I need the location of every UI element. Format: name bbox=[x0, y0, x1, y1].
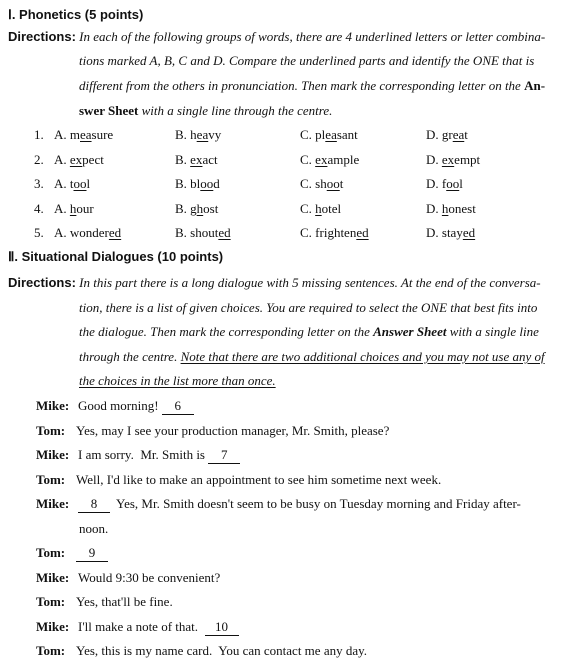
underlined-letters: ed bbox=[218, 225, 231, 240]
speaker-name: Tom: bbox=[36, 594, 66, 609]
option-d: D. great bbox=[426, 127, 468, 142]
speaker-name: Mike: bbox=[36, 447, 70, 462]
underlined-letters: oo bbox=[73, 176, 87, 191]
dialogue-line bbox=[36, 423, 389, 439]
answer-blank: 6 bbox=[162, 398, 194, 415]
speaker-name: Tom: bbox=[36, 423, 66, 438]
speaker-name: Mike: bbox=[36, 619, 70, 634]
underlined-letters: h bbox=[196, 201, 204, 216]
answer-sheet-bold: An- bbox=[524, 78, 546, 93]
phonetics-directions-line-4 bbox=[79, 103, 332, 119]
underlined-letters: ea bbox=[196, 127, 209, 142]
answer-blank: 7 bbox=[208, 447, 240, 464]
directions-label: Directions: bbox=[8, 29, 76, 44]
answer-sheet-bold: swer Sheet bbox=[79, 103, 139, 118]
dialogue-text: Good morning! bbox=[78, 398, 162, 413]
underlined-letters: ex bbox=[441, 152, 455, 167]
underlined-letters: ea bbox=[325, 127, 337, 142]
underlined-letters: ex bbox=[69, 152, 83, 167]
option-c: C. hotel bbox=[300, 201, 342, 216]
dialogue-text: Yes, this is my name card. You can contact me any day. bbox=[76, 643, 368, 658]
dialogue-directions-line-5: the choices in the list more than once. bbox=[79, 373, 276, 388]
underlined-letters: ex bbox=[315, 152, 328, 167]
directions-text: In this part there is a long dialogue with 5 missing sentences. At the end of the conversa- bbox=[79, 275, 541, 290]
dialogue-text: Yes, that'll be fine. bbox=[76, 594, 173, 609]
option-b: B. ghost bbox=[175, 201, 219, 216]
dialogue-text: Would 9:30 be convenient? bbox=[78, 570, 221, 585]
option-c: C. frightened bbox=[300, 225, 369, 240]
underlined-letters: oo bbox=[446, 176, 460, 191]
speaker-name: Tom: bbox=[36, 472, 66, 487]
option-a: A. tool bbox=[54, 176, 91, 191]
speaker-name: Tom: bbox=[36, 643, 66, 658]
option-b: B. blood bbox=[175, 176, 220, 191]
answer-blank: 10 bbox=[205, 619, 239, 636]
section-2-heading: Ⅱ. Situational Dialogues (10 points) bbox=[8, 249, 224, 264]
underlined-letters: h bbox=[441, 201, 449, 216]
question-number: 3. bbox=[34, 176, 44, 191]
underlined-letters: ed bbox=[108, 225, 122, 240]
option-c: C. example bbox=[300, 152, 360, 167]
underlined-letters: oo bbox=[200, 176, 214, 191]
option-d: D. exempt bbox=[426, 152, 481, 167]
directions-text: different from the others in pronunciation. Then mark the corresponding letter on the bbox=[79, 78, 525, 93]
dialogue-text: I'll make a note of that. bbox=[78, 619, 205, 634]
underlined-letters: ea bbox=[452, 127, 465, 142]
dialogue-line bbox=[36, 545, 108, 562]
option-b: B. shouted bbox=[175, 225, 231, 240]
option-d: D. honest bbox=[426, 201, 476, 216]
directions-text: through the centre. bbox=[79, 349, 181, 364]
question-number: 2. bbox=[34, 152, 44, 167]
option-b: B. heavy bbox=[175, 127, 222, 142]
phonetics-directions-line-3 bbox=[79, 78, 545, 94]
underlined-letters: ed bbox=[356, 225, 369, 240]
option-d: D. stayed bbox=[426, 225, 476, 240]
phonetics-directions-line-2: tions marked A, B, C and D. Compare the underlined parts and identify the ONE that is bbox=[79, 53, 535, 68]
underlined-letters: h bbox=[69, 201, 77, 216]
directions-label: Directions: bbox=[8, 275, 76, 290]
dialogue-directions-line-2: tion, there is a list of given choices. You are required to select the ONE that best fits into bbox=[79, 300, 538, 315]
dialogue-directions-line-3 bbox=[79, 324, 539, 340]
dialogue-line bbox=[36, 570, 220, 586]
answer-blank: 8 bbox=[78, 496, 110, 513]
underlined-letters: oo bbox=[326, 176, 340, 191]
dialogue-directions-line-1 bbox=[8, 275, 541, 291]
dialogue-text: Well, I'd like to make an appointment to see him sometime next week. bbox=[76, 472, 442, 487]
option-d: D. fool bbox=[426, 176, 463, 191]
section-1-heading: Ⅰ. Phonetics (5 points) bbox=[8, 7, 144, 22]
dialogue-directions-line-4 bbox=[79, 349, 545, 365]
answer-sheet-bold: Answer Sheet bbox=[373, 324, 447, 339]
directions-text: the dialogue. Then mark the corresponding letter on the bbox=[79, 324, 374, 339]
phonetics-directions-line-1 bbox=[8, 29, 545, 45]
underlined-letters: ex bbox=[190, 152, 203, 167]
option-a: A. measure bbox=[54, 127, 114, 142]
question-number: 4. bbox=[34, 201, 44, 216]
option-c: C. shoot bbox=[300, 176, 344, 191]
question-number: 5. bbox=[34, 225, 44, 240]
directions-text: with a single line bbox=[446, 324, 539, 339]
dialogue-text: I am sorry. Mr. Smith is bbox=[78, 447, 209, 462]
dialogue-line bbox=[36, 447, 240, 464]
dialogue-line bbox=[36, 594, 173, 610]
option-a: A. expect bbox=[54, 152, 104, 167]
dialogue-line bbox=[79, 521, 108, 537]
dialogue-line bbox=[36, 619, 239, 636]
dialogue-text: noon. bbox=[79, 521, 109, 536]
speaker-name: Mike: bbox=[36, 496, 70, 511]
speaker-name: Tom: bbox=[36, 545, 66, 560]
dialogue-text: Yes, may I see your production manager, Mr. Smith, please? bbox=[76, 423, 390, 438]
directions-text: with a single line through the centre. bbox=[138, 103, 333, 118]
underlined-letters: ea bbox=[80, 127, 92, 142]
answer-blank: 9 bbox=[76, 545, 108, 562]
directions-note: Note that there are two additional choices and you may not use any of bbox=[180, 349, 545, 364]
speaker-name: Mike: bbox=[36, 398, 70, 413]
question-number: 1. bbox=[34, 127, 44, 142]
underlined-letters: h bbox=[315, 201, 322, 216]
dialogue-line bbox=[36, 472, 441, 488]
dialogue-line bbox=[36, 643, 367, 659]
option-a: A. wondered bbox=[54, 225, 122, 240]
option-c: C. pleasant bbox=[300, 127, 358, 142]
dialogue-line bbox=[36, 398, 194, 415]
option-b: B. exact bbox=[175, 152, 218, 167]
dialogue-text: Yes, Mr. Smith doesn't seem to be busy on Tuesday morning and Friday after- bbox=[110, 496, 521, 511]
underlined-letters: ed bbox=[462, 225, 476, 240]
dialogue-line bbox=[36, 496, 521, 513]
option-a: A. hour bbox=[54, 201, 94, 216]
directions-text: In each of the following groups of words, there are 4 underlined letters or letter combina- bbox=[79, 29, 546, 44]
speaker-name: Mike: bbox=[36, 570, 70, 585]
